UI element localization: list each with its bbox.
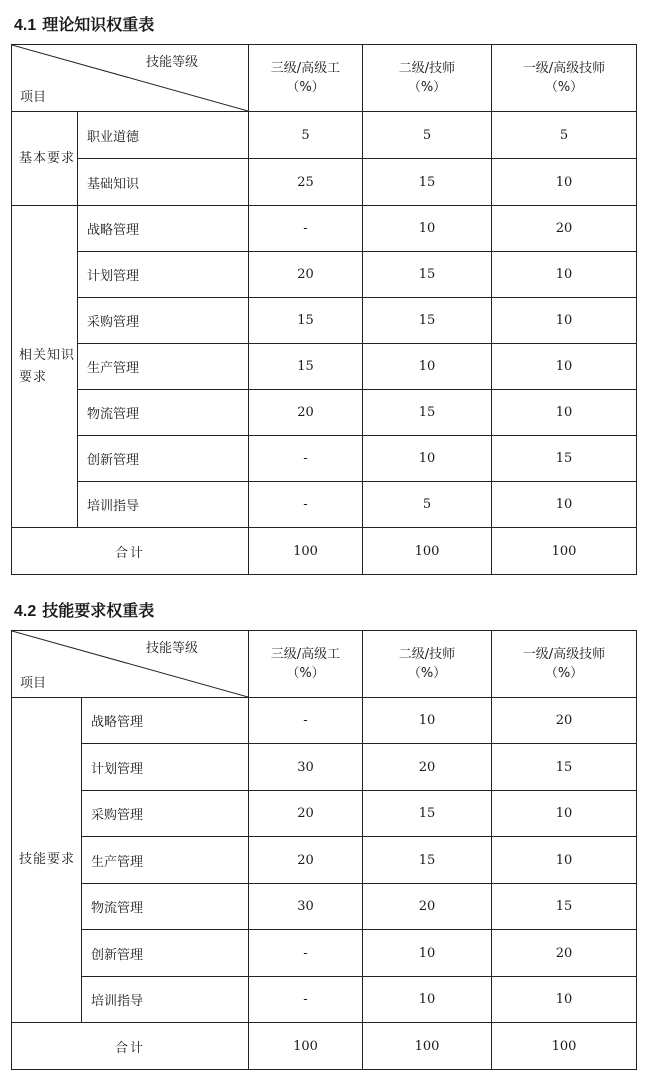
item-cell: 生产管理 (78, 344, 249, 390)
item-cell: 战略管理 (82, 698, 249, 744)
diagonal-line (12, 631, 248, 697)
value-cell: 15 (492, 884, 637, 930)
table-row (12, 698, 637, 744)
item-cell: 采购管理 (82, 791, 249, 837)
total-row (12, 1023, 637, 1070)
table-row (12, 791, 637, 837)
value-cell: 15 (363, 791, 492, 837)
value-cell: 10 (492, 159, 637, 206)
diagonal-header-cell (12, 631, 249, 698)
value-cell: 15 (249, 344, 363, 390)
value-cell: 20 (249, 837, 363, 884)
section-title-text: 理论知识权重表 (42, 15, 155, 34)
value-cell: 15 (363, 298, 492, 344)
category-cell: 技能要求 (12, 698, 82, 1023)
table-row (12, 930, 637, 977)
section-title-4-1 (14, 12, 154, 35)
total-row (12, 528, 637, 575)
item-cell: 计划管理 (78, 252, 249, 298)
item-cell: 创新管理 (78, 436, 249, 482)
value-cell: 15 (363, 159, 492, 206)
total-value: 100 (249, 528, 363, 575)
value-cell: 10 (492, 252, 637, 298)
value-cell: 20 (363, 744, 492, 791)
value-cell: 20 (249, 252, 363, 298)
total-value: 100 (249, 1023, 363, 1070)
section-title-4-2 (14, 598, 154, 621)
table-row (12, 436, 637, 482)
item-cell: 生产管理 (82, 837, 249, 884)
value-cell: 10 (492, 344, 637, 390)
level-header-1: 一级/高级技师 （%） (492, 631, 637, 698)
item-cell: 培训指导 (78, 482, 249, 528)
value-cell: 5 (363, 482, 492, 528)
value-cell: 10 (363, 344, 492, 390)
item-cell: 战略管理 (78, 206, 249, 252)
item-cell: 职业道德 (78, 112, 249, 159)
table-row (12, 977, 637, 1023)
value-cell: 15 (492, 744, 637, 791)
section-number: 4.2 (14, 603, 37, 620)
value-cell: - (249, 206, 363, 252)
value-cell: 20 (249, 791, 363, 837)
value-cell: 20 (363, 884, 492, 930)
table-row (12, 744, 637, 791)
theory-weight-table (11, 44, 637, 575)
value-cell: 10 (363, 977, 492, 1023)
value-cell: 15 (363, 837, 492, 884)
value-cell: 20 (492, 930, 637, 977)
skill-level-label: 技能等级 (145, 55, 198, 70)
value-cell: 20 (492, 698, 637, 744)
table-row (12, 837, 637, 884)
table-row (12, 482, 637, 528)
table-row (12, 112, 637, 159)
level-header-3: 三级/高级工 （%） (249, 631, 363, 698)
value-cell: 30 (249, 884, 363, 930)
value-cell: 10 (492, 482, 637, 528)
table-row (12, 884, 637, 930)
value-cell: - (249, 482, 363, 528)
table-row (12, 344, 637, 390)
value-cell: 10 (492, 390, 637, 436)
value-cell: - (249, 930, 363, 977)
total-label: 合计 (12, 1023, 249, 1070)
value-cell: 10 (492, 837, 637, 884)
table-row (12, 390, 637, 436)
item-cell: 计划管理 (82, 744, 249, 791)
value-cell: 25 (249, 159, 363, 206)
value-cell: 10 (492, 298, 637, 344)
table-row (12, 252, 637, 298)
table-row (12, 159, 637, 206)
item-cell: 基础知识 (78, 159, 249, 206)
value-cell: 5 (363, 112, 492, 159)
level-header-2: 二级/技师 （%） (363, 631, 492, 698)
total-value: 100 (363, 528, 492, 575)
item-label: 项目 (20, 676, 47, 691)
item-cell: 物流管理 (82, 884, 249, 930)
value-cell: 10 (492, 977, 637, 1023)
total-value: 100 (363, 1023, 492, 1070)
total-value: 100 (492, 1023, 637, 1070)
value-cell: 10 (363, 436, 492, 482)
value-cell: 30 (249, 744, 363, 791)
value-cell: - (249, 977, 363, 1023)
section-number: 4.1 (14, 17, 37, 34)
category-cell: 相关知识要求 (12, 206, 78, 528)
value-cell: 15 (363, 390, 492, 436)
value-cell: 15 (249, 298, 363, 344)
total-value: 100 (492, 528, 637, 575)
category-cell: 基本要求 (12, 112, 78, 206)
value-cell: 5 (492, 112, 637, 159)
diagonal-line (12, 45, 248, 111)
level-header-3: 三级/高级工 （%） (249, 45, 363, 112)
value-cell: 5 (249, 112, 363, 159)
diagonal-header-cell (12, 45, 249, 112)
table-header-row (12, 45, 637, 112)
item-cell: 采购管理 (78, 298, 249, 344)
item-cell: 创新管理 (82, 930, 249, 977)
value-cell: 10 (492, 791, 637, 837)
table-header-row (12, 631, 637, 698)
table-row (12, 206, 637, 252)
value-cell: 10 (363, 206, 492, 252)
value-cell: - (249, 698, 363, 744)
section-title-text: 技能要求权重表 (42, 601, 155, 620)
item-cell: 物流管理 (78, 390, 249, 436)
value-cell: 20 (249, 390, 363, 436)
item-cell: 培训指导 (82, 977, 249, 1023)
level-header-1: 一级/高级技师 （%） (492, 45, 637, 112)
value-cell: 15 (492, 436, 637, 482)
value-cell: 20 (492, 206, 637, 252)
table-row (12, 298, 637, 344)
total-label: 合计 (12, 528, 249, 575)
value-cell: 10 (363, 698, 492, 744)
item-label: 项目 (20, 90, 47, 105)
level-header-2: 二级/技师 （%） (363, 45, 492, 112)
value-cell: 15 (363, 252, 492, 298)
skill-level-label: 技能等级 (145, 641, 198, 656)
value-cell: 10 (363, 930, 492, 977)
skill-weight-table (11, 630, 637, 1070)
value-cell: - (249, 436, 363, 482)
